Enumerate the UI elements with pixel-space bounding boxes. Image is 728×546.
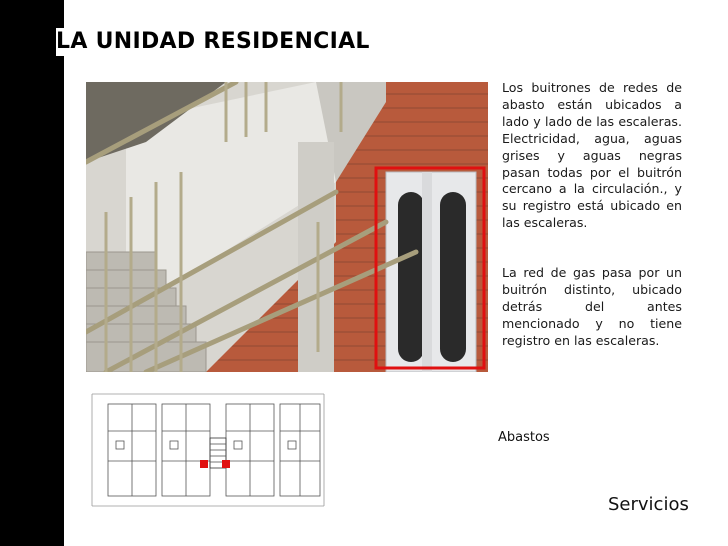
plan-caption: Abastos: [498, 430, 550, 445]
slide-title: LA UNIDAD RESIDENCIAL: [56, 28, 374, 56]
stairwell-photo: [86, 82, 488, 372]
left-sidebar-bar: [0, 0, 64, 546]
paragraph-gas: La red de gas pasa por un buitrón distinto, ubicado detrás del antes mencionado y no tiene registro en las escaleras.: [502, 265, 682, 348]
floor-plan-drawing: [86, 386, 330, 514]
paragraph-buitrones: Los buitrones de redes de abasto están ubicados a lado y lado de las escaleras. Electricidad, agua, aguas grises y aguas negras pasan todas por el buitrón cercano a la circulación., y su registro está ubicado en las escaleras.: [502, 80, 682, 231]
shaft-marker-left: [200, 460, 208, 468]
section-footer: Servicios: [608, 494, 689, 515]
shaft-marker-right: [222, 460, 230, 468]
